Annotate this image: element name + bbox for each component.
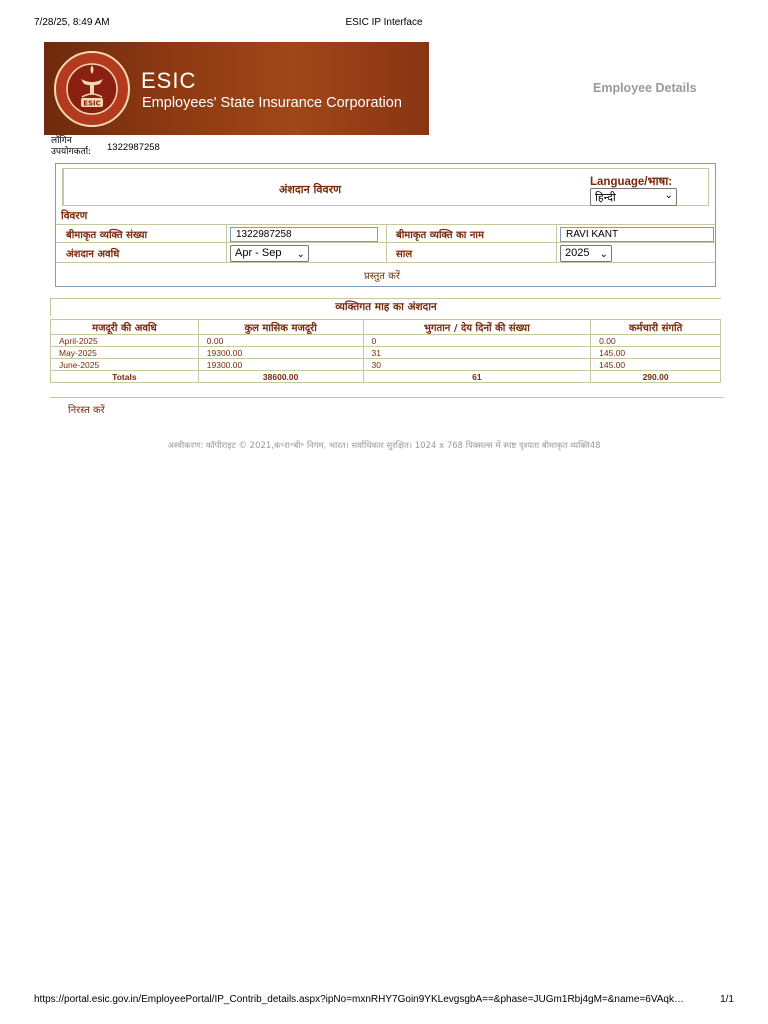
divider: [226, 224, 227, 262]
totals-row: [51, 371, 721, 383]
print-title: ESIC IP Interface: [345, 17, 423, 28]
totals-cell: Totals: [51, 371, 199, 383]
esic-full-name: Employees' State Insurance Corporation: [142, 95, 402, 111]
totals-cell: 61: [363, 371, 591, 383]
year-label: साल: [396, 249, 413, 260]
login-user-value: 1322987258: [107, 142, 160, 153]
ip-number-field[interactable]: 1322987258: [230, 227, 378, 242]
divider: [386, 224, 387, 262]
esic-logo-icon: [54, 51, 130, 127]
section-label: विवरण: [61, 210, 88, 222]
svg-text:ESIC: ESIC: [83, 99, 101, 108]
cancel-link[interactable]: निरस्त करें: [68, 405, 105, 416]
table-cell: 0.00: [591, 335, 721, 347]
login-user-label: लॉगिन उपयोगकर्ता:: [51, 136, 92, 157]
table-cell: 30: [363, 359, 591, 371]
table-header-row: [51, 320, 721, 335]
contribution-table: [50, 319, 721, 383]
chevron-down-icon: ⌄: [296, 249, 305, 260]
page-heading: Employee Details: [593, 81, 697, 95]
chevron-down-icon: ⌄: [599, 249, 608, 260]
table-row: [51, 335, 721, 347]
contribution-table-section: [50, 298, 721, 383]
ip-name-label: बीमाकृत व्यक्ति का नाम: [396, 230, 484, 241]
ip-name-field[interactable]: RAVI KANT: [560, 227, 714, 242]
contribution-form: [55, 163, 716, 287]
period-label: अंशदान अवधि: [66, 249, 120, 260]
language-select[interactable]: हिन्दी ⌄: [590, 188, 677, 206]
language-label: Language/भाषा:: [590, 176, 673, 188]
column-header: कुल मासिक मजदूरी: [198, 320, 363, 335]
table-cell: 145.00: [591, 359, 721, 371]
table-cell: April-2025: [51, 335, 199, 347]
table-cell: May-2025: [51, 347, 199, 359]
esic-banner: [44, 42, 429, 135]
submit-link[interactable]: प्रस्तुत करें: [364, 271, 400, 282]
divider: [56, 262, 715, 263]
year-select[interactable]: 2025 ⌄: [560, 245, 612, 262]
contribution-table-title: व्यक्तिगत माह का अंशदान: [50, 298, 721, 316]
table-cell: 19300.00: [198, 359, 363, 371]
print-url: https://portal.esic.gov.in/EmployeePortal/IP_Contrib_details.aspx?ipNo=mxnRHY7Goin9YKLevgsgbA==&phase=JUGm1Rbj4gM=&name=6VAqk…: [34, 994, 684, 1005]
totals-cell: 290.00: [591, 371, 721, 383]
table-cell: 31: [363, 347, 591, 359]
esic-abbreviation: ESIC: [141, 68, 197, 93]
table-cell: 0: [363, 335, 591, 347]
divider: [556, 224, 557, 262]
column-header: मजदूरी की अवधि: [51, 320, 199, 335]
totals-cell: 38600.00: [198, 371, 363, 383]
table-cell: 19300.00: [198, 347, 363, 359]
table-cell: 0.00: [198, 335, 363, 347]
divider: [50, 397, 724, 398]
column-header: भुगतान / देय दिनों की संख्या: [363, 320, 591, 335]
period-select[interactable]: Apr - Sep ⌄: [230, 245, 309, 262]
column-header: कर्मचारी संगति: [591, 320, 721, 335]
ip-number-label: बीमाकृत व्यक्ति संख्या: [66, 230, 148, 241]
form-title-box: [62, 168, 709, 206]
print-page-number: 1/1: [720, 994, 734, 1005]
form-title: अंशदान विवरण: [279, 183, 342, 196]
table-row: [51, 347, 721, 359]
table-cell: 145.00: [591, 347, 721, 359]
disclaimer-text: अस्वीकरण: कॉपीराइट © 2021,क॰रा॰बी॰ निगम, भारत। सर्वाधिकार सुरक्षित। 1024 x 768 पिक्सल्स में स्पष्ट दृश्यता बीमाकृत व्यक्ति48: [167, 441, 601, 451]
print-datetime: 7/28/25, 8:49 AM: [34, 17, 110, 28]
table-cell: June-2025: [51, 359, 199, 371]
chevron-down-icon: ⌄: [664, 190, 673, 201]
table-row: [51, 359, 721, 371]
